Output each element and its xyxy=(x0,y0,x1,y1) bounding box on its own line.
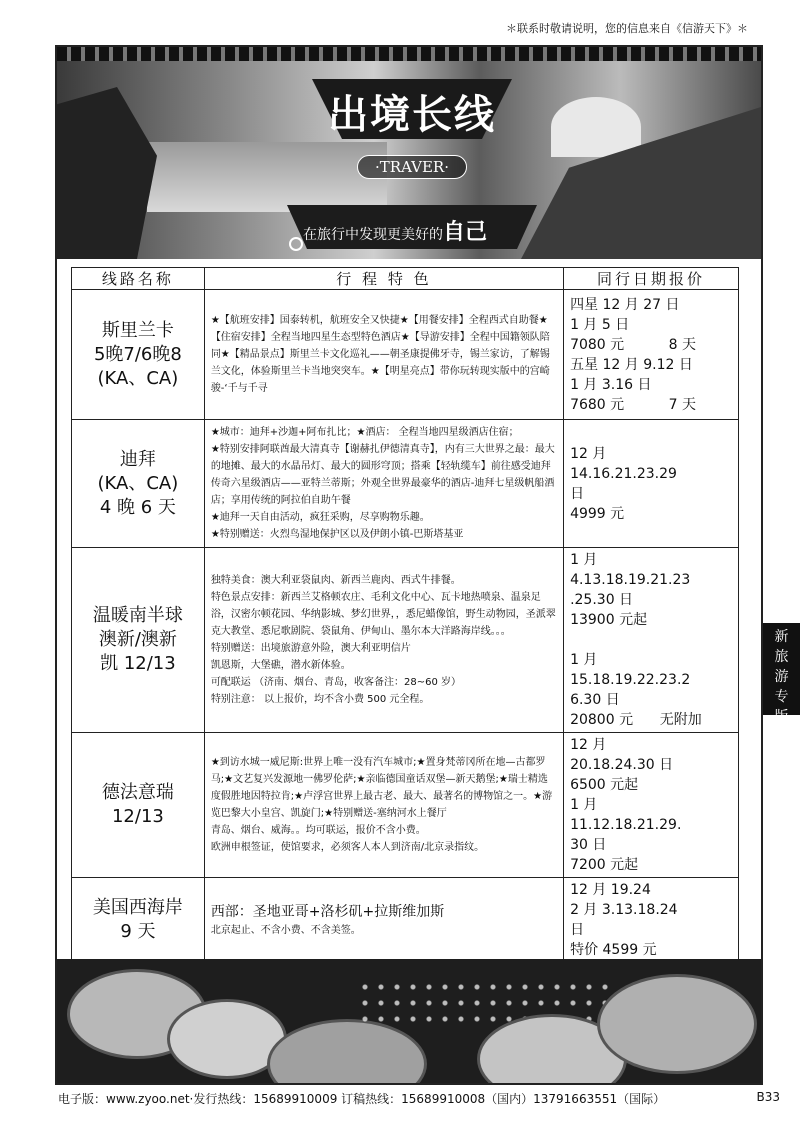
feature-line: 独特美食：澳大利亚袋鼠肉、新西兰鹿肉、西式牛排餐。 xyxy=(210,575,461,586)
banner-lighthouse-image xyxy=(57,87,157,259)
route-price: 四星 12 月 27 日 1 月 5 日 7080 元 8 天 五星 12 月 9.12 日 1 月 3.16 日 7680 元 7 天 xyxy=(564,290,739,420)
feature-line: ★特别赠送：火烈鸟湿地保护区以及伊朗小镇-巴斯塔基亚 xyxy=(210,529,464,540)
cloud-icon xyxy=(597,974,757,1074)
route-features xyxy=(204,548,563,733)
route-name-text: 斯里兰卡 5晚7/6晚8 (KA、CA) xyxy=(93,319,182,389)
header-itinerary: 行 程 特 色 xyxy=(204,268,563,290)
feature-line: 凯恩斯，大堡礁，潜水新体验。 xyxy=(210,660,351,671)
route-price: 12 月 14.16.21.23.29 日 4999 元 xyxy=(564,420,739,548)
route-features xyxy=(204,290,563,420)
banner-slogan xyxy=(303,215,487,246)
page-number: B33 xyxy=(756,1090,780,1104)
route-price: 12 月 20.18.24.30 日 6500 元起 1 月 11.12.18.21.29. 30 日 7200 元起 xyxy=(564,733,739,878)
feature-line: ★特别安排阿联酋最大清真寺【谢赫扎伊德清真寺】，内有三大世界之最：最大的地摊、最大的水晶吊灯、最大的圆形穹顶；搭乘【轻轨缆车】前往感受迪拜传奇六星级酒店——亚特兰蒂斯；外观全世界最豪华的酒店-迪拜七星级帆船酒店；享用传统的阿拉伯自助午餐 xyxy=(210,444,555,506)
banner-title: 出境长线 xyxy=(328,91,496,138)
publisher-footer: 电子版：www.zyoo.net·发行热线：15689910009 订稿热线：15689910008（国内）13791663551（国际） xyxy=(58,1092,666,1106)
table-row xyxy=(72,878,739,963)
feature-line: 特别赠送：出境旅游意外险，澳大利亚明信片 xyxy=(210,643,411,654)
route-name-text: 美国西海岸 9 天 xyxy=(92,897,183,942)
table-header-row xyxy=(72,268,739,290)
cloud-decoration xyxy=(57,959,761,1083)
section-tab-label: 新 旅 游 专 版 xyxy=(774,629,789,725)
feature-line: 北京起止、不含小费、不含美签。 xyxy=(210,924,361,936)
feature-headline: 西部：圣地亚哥+洛杉矶+拉斯维加斯 xyxy=(210,903,445,920)
table-row xyxy=(72,420,739,548)
circle-dot-icon xyxy=(289,237,303,251)
feature-line: ★【航班安排】国泰转机，航班安全又快捷★【用餐安排】全程西式自助餐★【住宿安排】全程当地四星生态型特色酒店★【导游安排】全程中国籍领队陪同★【精品景点】斯里兰卡文化巡礼——朝圣康提佛牙寺，锡兰家访，了解锡兰文化，体验斯里兰卡当地突突车。★【明星亮点】带你玩转现实版中的宫崎骏-‘千与千寻 xyxy=(210,315,550,394)
route-name xyxy=(72,420,205,548)
route-features xyxy=(204,733,563,878)
route-name xyxy=(72,548,205,733)
route-name xyxy=(72,290,205,420)
table-row xyxy=(72,548,739,733)
table-row xyxy=(72,290,739,420)
banner-subtitle: ·TRAVER· xyxy=(357,155,467,179)
route-price: 1 月 4.13.18.19.21.23 .25.30 日 13900 元起 1 月 15.18.19.22.23.2 6.30 日 20800 元 无附加 xyxy=(564,548,739,733)
route-features xyxy=(204,420,563,548)
banner-sea-image xyxy=(147,142,387,212)
route-name-text: 德法意瑞 12/13 xyxy=(101,782,174,827)
route-name xyxy=(72,878,205,963)
page-frame xyxy=(55,45,763,1085)
slogan-text: 在旅行中发现更美好的 xyxy=(303,227,443,243)
header-route-name: 线路名称 xyxy=(72,268,205,290)
route-features xyxy=(204,878,563,963)
feature-line: 特色景点安排：新西兰艾格顿农庄、毛利文化中心、瓦卡地热喷泉、温泉足浴，汉密尔顿花园、华纳影城、梦幻世界，，悉尼蜡像馆，野生动物园，圣派翠克大教堂、悉尼歌剧院、袋鼠角、伊甸山、墨尔本大洋路海岸线。。。 xyxy=(210,592,556,637)
banner xyxy=(57,47,761,259)
route-name xyxy=(72,733,205,878)
info-source-notice: ＊联系时敬请说明，您的信息来自《信游天下》＊ xyxy=(506,22,748,35)
feature-line: 可配联运 （济南、烟台、青岛，收客备注：28~60 岁） xyxy=(210,677,461,688)
table-row xyxy=(72,733,739,878)
header-date-price: 同行日期报价 xyxy=(564,268,739,290)
feature-line: 青岛、烟台、威海。。均可联运，报价不含小费。 xyxy=(210,825,426,836)
slogan-emphasis: 自己 xyxy=(443,220,488,245)
feature-line: 特别注意： 以上报价，均不含小费 500 元全程。 xyxy=(210,694,430,705)
feature-line: ★城市：迪拜+沙迦+阿布扎比；★酒店： 全程当地四星级酒店住宿； xyxy=(210,427,519,438)
route-name-text: 温暖南半球 澳新/澳新 凯 12/13 xyxy=(92,605,183,674)
fret-border xyxy=(57,47,761,61)
feature-line: 欧洲申根签证，使馆要求，必须客人本人到济南/北京录指纹。 xyxy=(210,842,485,853)
route-name-text: 迪拜 (KA、CA) 4 晚 6 天 xyxy=(97,448,179,518)
section-tab xyxy=(763,623,800,725)
banner-mosque-image xyxy=(551,97,641,157)
route-price: 12 月 19.24 2 月 3.13.18.24 日 特价 4599 元 xyxy=(564,878,739,963)
feature-line: ★到访水城一威尼斯:世界上唯一没有汽车城市;★置身梵蒂冈所在地—古都罗马;★文艺复兴发源地一佛罗伦萨;★亲临德国童话双堡—新天鹅堡;★瑞士精选度假胜地因特拉肯;★卢浮宫世界上最古老、最大、最著名的博物馆之一。★游览巴黎大小皇宫、凯旋门;★特别赠送-塞纳河水上餐厅 xyxy=(210,757,553,819)
routes-table xyxy=(71,267,739,991)
feature-line: ★迪拜一天自由活动，疯狂采购，尽享购物乐趣。 xyxy=(210,512,430,523)
